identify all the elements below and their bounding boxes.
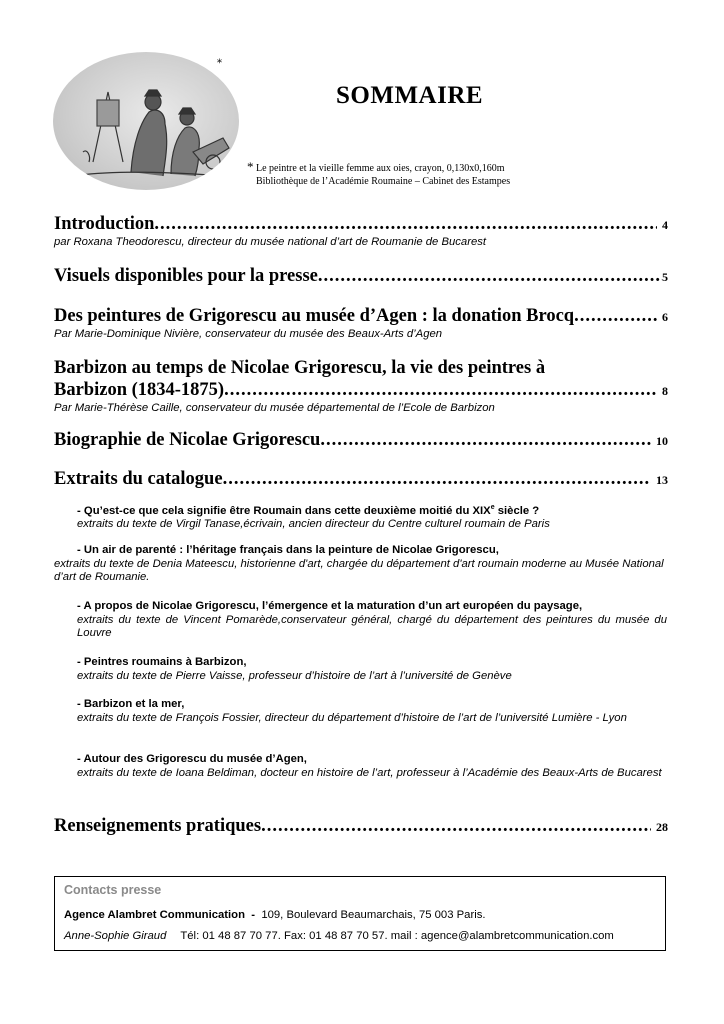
toc-leader [224,379,657,401]
toc-author: Par Marie-Thérèse Caille, conservateur du musée départemental de l’Ecole de Barbizon [54,402,495,414]
extrait-title-end: siècle ? [494,504,540,517]
extrait-title-text: - Qu’est-ce que cela signifie être Roumain dans cette deuxième moitié du XIX [77,504,491,517]
extrait-item-air-de-parente[interactable] [54,544,667,585]
toc-title: Extraits du catalogue [54,469,223,489]
toc-entry-biographie[interactable] [54,429,668,452]
extrait-item-autour-grigorescu[interactable] [77,753,667,780]
toc-author: Par Marie-Dominique Nivière, conservateur du musée des Beaux-Arts d’Agen [54,328,443,340]
toc-title: Visuels disponibles pour la presse [54,266,318,286]
toc-page-number: 5 [662,270,668,284]
extrait-desc: extraits du texte de Denia Mateescu, historienne d'art, chargée du département d'art roumain moderne au Musée National d’art de Roumanie. [54,557,664,583]
extrait-title: - A propos de Nicolae Grigorescu, l’émergence et la maturation d’un art européen du paysage, [77,600,583,612]
extrait-title: - Peintres roumains à Barbizon, [77,656,247,668]
toc-entry-visuels[interactable] [54,265,668,288]
toc-title: Biographie de Nicolae Grigorescu [54,430,321,450]
toc-page-number: 4 [662,218,668,232]
toc-title: Introduction [54,214,155,234]
toc-entry-introduction[interactable] [54,213,668,249]
toc-page-number: 13 [656,473,668,487]
toc-title-line-1: Barbizon au temps de Nicolae Grigorescu, la vie des peintres à [54,358,546,378]
agency-address: 109, Boulevard Beaumarchais, 75 003 Paris. [261,909,486,921]
extrait-item-pomarede[interactable] [77,600,667,641]
toc-page-number: 28 [656,820,668,834]
extrait-title: - Barbizon et la mer, [77,698,185,710]
agency-name: Agence Alambret Communication [64,909,245,921]
contacts-person [64,930,614,942]
page-title: SOMMAIRE [336,82,484,109]
toc-entry-renseignements[interactable] [54,815,668,838]
toc-leader [574,305,657,327]
toc-title-line-2: Barbizon (1834-1875) [54,380,225,400]
caption-line-1: Le peintre et la vieille femme aux oies, crayon, 0,130x0,160m [253,163,505,174]
toc-title: Renseignements pratiques [54,816,262,836]
extrait-title: - Autour des Grigorescu du musée d’Agen, [77,753,307,765]
toc-entry-barbizon[interactable] [54,357,668,415]
extrait-title-superscript: e [490,504,495,511]
toc-entry-donation-brocq[interactable] [54,305,668,341]
toc-leader [223,468,651,490]
extrait-desc: extraits du texte de Ioana Beldiman, docteur en histoire de l’art, professeur à l’Académie des Beaux-Arts de Bucarest [77,766,662,779]
caption-star: * [247,159,254,174]
extrait-desc: extraits du texte de François Fossier, directeur du département d’histoire de l’art de l’université Lumière - Lyon [77,711,627,724]
contacts-box [54,876,666,951]
sketch-illustration [53,52,239,190]
contact-details[interactable]: Tél: 01 48 87 70 77. Fax: 01 48 87 70 57. mail : agence@alambretcommunication.com [180,930,614,942]
toc-entry-extraits[interactable] [54,468,668,491]
toc-page-number: 8 [662,384,668,398]
toc-page-number: 6 [662,310,668,324]
contact-person-name: Anne-Sophie Giraud [64,930,167,942]
extrait-desc: extraits du texte de Vincent Pomarède,conservateur général, chargé du département des peintures du musée du Louvre [77,613,667,639]
extrait-title: - Un air de parenté : l’héritage français dans la peinture de Nicolae Grigorescu, [77,544,499,556]
toc-leader [318,265,662,287]
toc-title: Des peintures de Grigorescu au musée d’Agen : la donation Brocq [54,306,575,326]
sketch-drawing [53,52,239,190]
toc-leader [154,213,657,235]
extrait-item-peintres-roumains[interactable] [77,656,667,683]
toc-leader [320,429,651,451]
contacts-title: Contacts presse [64,883,162,897]
toc-page-number: 10 [656,434,668,448]
extrait-desc: extraits du texte de Virgil Tanase,écrivain, ancien directeur du Centre culturel roumain de Paris [77,518,550,531]
toc-leader [261,815,651,837]
illustration-footnote-mark: * [217,58,222,69]
extrait-item-barbizon-mer[interactable] [77,698,667,725]
caption-line-2: Bibliothèque de l’Académie Roumaine – Cabinet des Estampes [256,176,511,187]
contacts-agency [64,909,486,921]
agency-separator: - [245,909,262,921]
illustration-caption [247,160,510,188]
toc-author: par Roxana Theodorescu, directeur du musée national d’art de Roumanie de Bucarest [54,236,487,248]
extrait-desc: extraits du texte de Pierre Vaisse, professeur d’histoire de l’art à l’université de Genève [77,669,512,682]
extrait-title [77,501,667,518]
extrait-item-roumain[interactable] [77,501,667,532]
